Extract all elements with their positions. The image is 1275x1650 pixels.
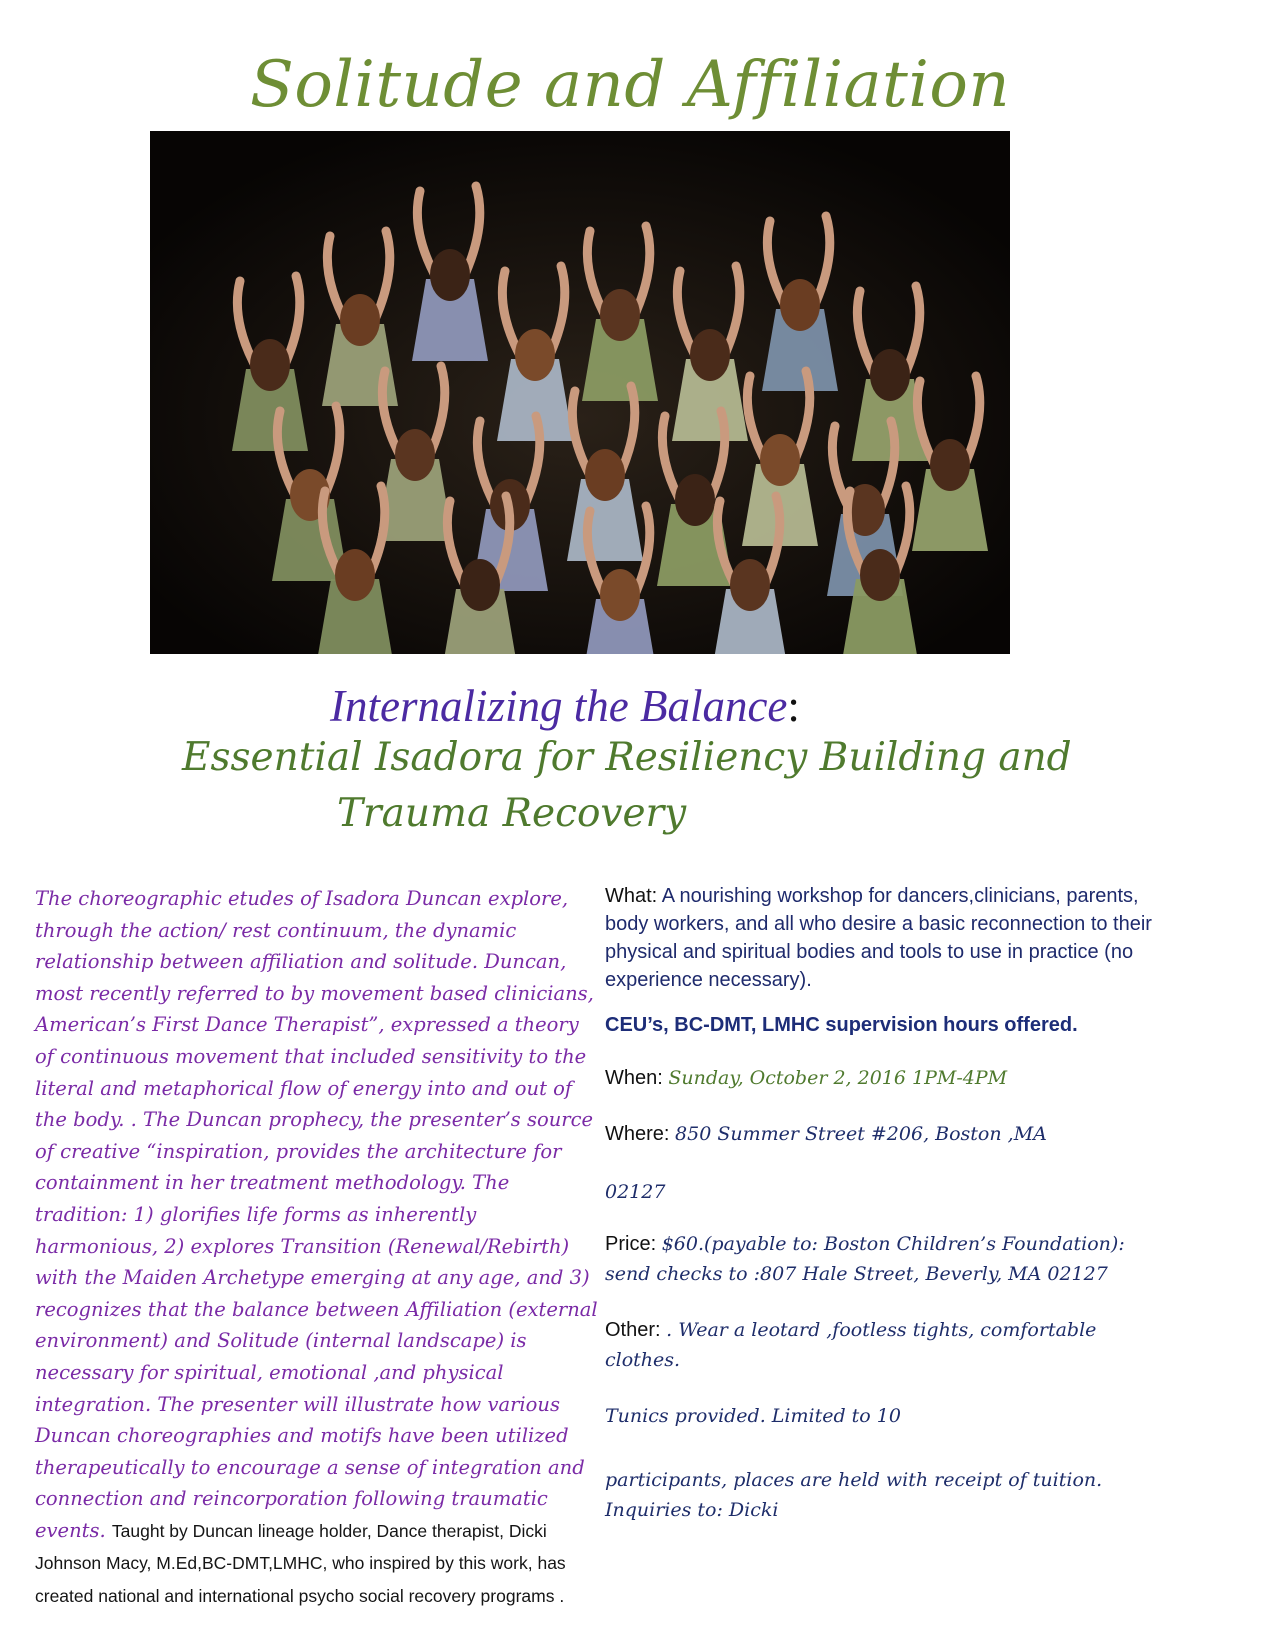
what-label: What: xyxy=(605,885,658,907)
where-zip: 02127 xyxy=(605,1181,666,1203)
description xyxy=(35,883,600,1613)
where-row xyxy=(605,1119,1170,1149)
what-value: A nourishing workshop for dancers,clinicians, parents, body workers, and all who desire a basic reconnection to their physical and spiritual bodies and tools to use in practice (no experience necessary). xyxy=(605,885,1152,991)
tagline-line2: Trauma Recovery xyxy=(337,791,687,836)
subtitle-text: Internalizing the Balance xyxy=(330,681,788,731)
other-label: Other: xyxy=(605,1319,661,1341)
tagline xyxy=(182,730,1132,842)
subtitle-colon: : xyxy=(787,681,800,731)
other-row xyxy=(605,1315,1170,1375)
price-value: $60.(payable to: Boston Children’s Foundation): send checks to :807 Hale Street, Beverly, MA 02127 xyxy=(605,1233,1125,1285)
tagline-line1: Essential Isadora for Resiliency Building and xyxy=(182,735,1072,780)
when-label: When: xyxy=(605,1067,663,1089)
tunics-note: Tunics provided. Limited to 10 xyxy=(605,1405,901,1427)
ceu-note: CEU’s, BC-DMT, LMHC supervision hours offered. xyxy=(605,1014,1078,1036)
what-row xyxy=(605,882,1170,994)
presenter-bio: Taught by Duncan lineage holder, Dance therapist, Dicki Johnson Macy, M.Ed,BC-DMT,LMHC, who inspired by this work, has created national and international psycho social recovery programs . xyxy=(35,1520,566,1607)
price-row xyxy=(605,1229,1170,1289)
details-panel xyxy=(605,882,1170,1525)
where-value: 850 Summer Street #206, Boston ,MA xyxy=(675,1123,1047,1145)
dancers-photo xyxy=(150,131,1010,654)
page-title: Solitude and Affiliation xyxy=(250,48,1011,122)
where-label: Where: xyxy=(605,1123,670,1145)
when-value: Sunday, October 2, 2016 1PM-4PM xyxy=(668,1067,1008,1089)
participants-note: participants, places are held with receipt of tuition. Inquiries to: Dicki xyxy=(605,1469,1103,1521)
description-body: The choreographic etudes of Isadora Duncan explore, through the action/ rest continuum, the dynamic relationship between affiliation and solitude. Duncan, most recently referred to by movement based clinicians, American’s First Dance Therapist”, expressed a theory of continuous movement that included sensitivity to the literal and metaphorical flow of energy into and out of the body. . The Duncan prophecy, the presenter’s source of creative “inspiration, provides the architecture for containment in her treatment methodology. The tradition: 1) glorifies life forms as inherently harmonious, 2) explores Transition (Renewal/Rebirth) with the Maiden Archetype emerging at any age, and 3) recognizes that the balance between Affiliation (external environment) and Solitude (internal landscape) is necessary for spiritual, emotional ,and physical integration. The presenter will illustrate how various Duncan choreographies and motifs have been utilized therapeutically to encourage a sense of integration and connection and reincorporation following traumatic events. xyxy=(35,887,598,1542)
subtitle xyxy=(330,680,800,732)
price-label: Price: xyxy=(605,1233,657,1255)
when-row xyxy=(605,1063,1170,1093)
other-value: . Wear a leotard ,footless tights, comfortable clothes. xyxy=(605,1319,1097,1371)
